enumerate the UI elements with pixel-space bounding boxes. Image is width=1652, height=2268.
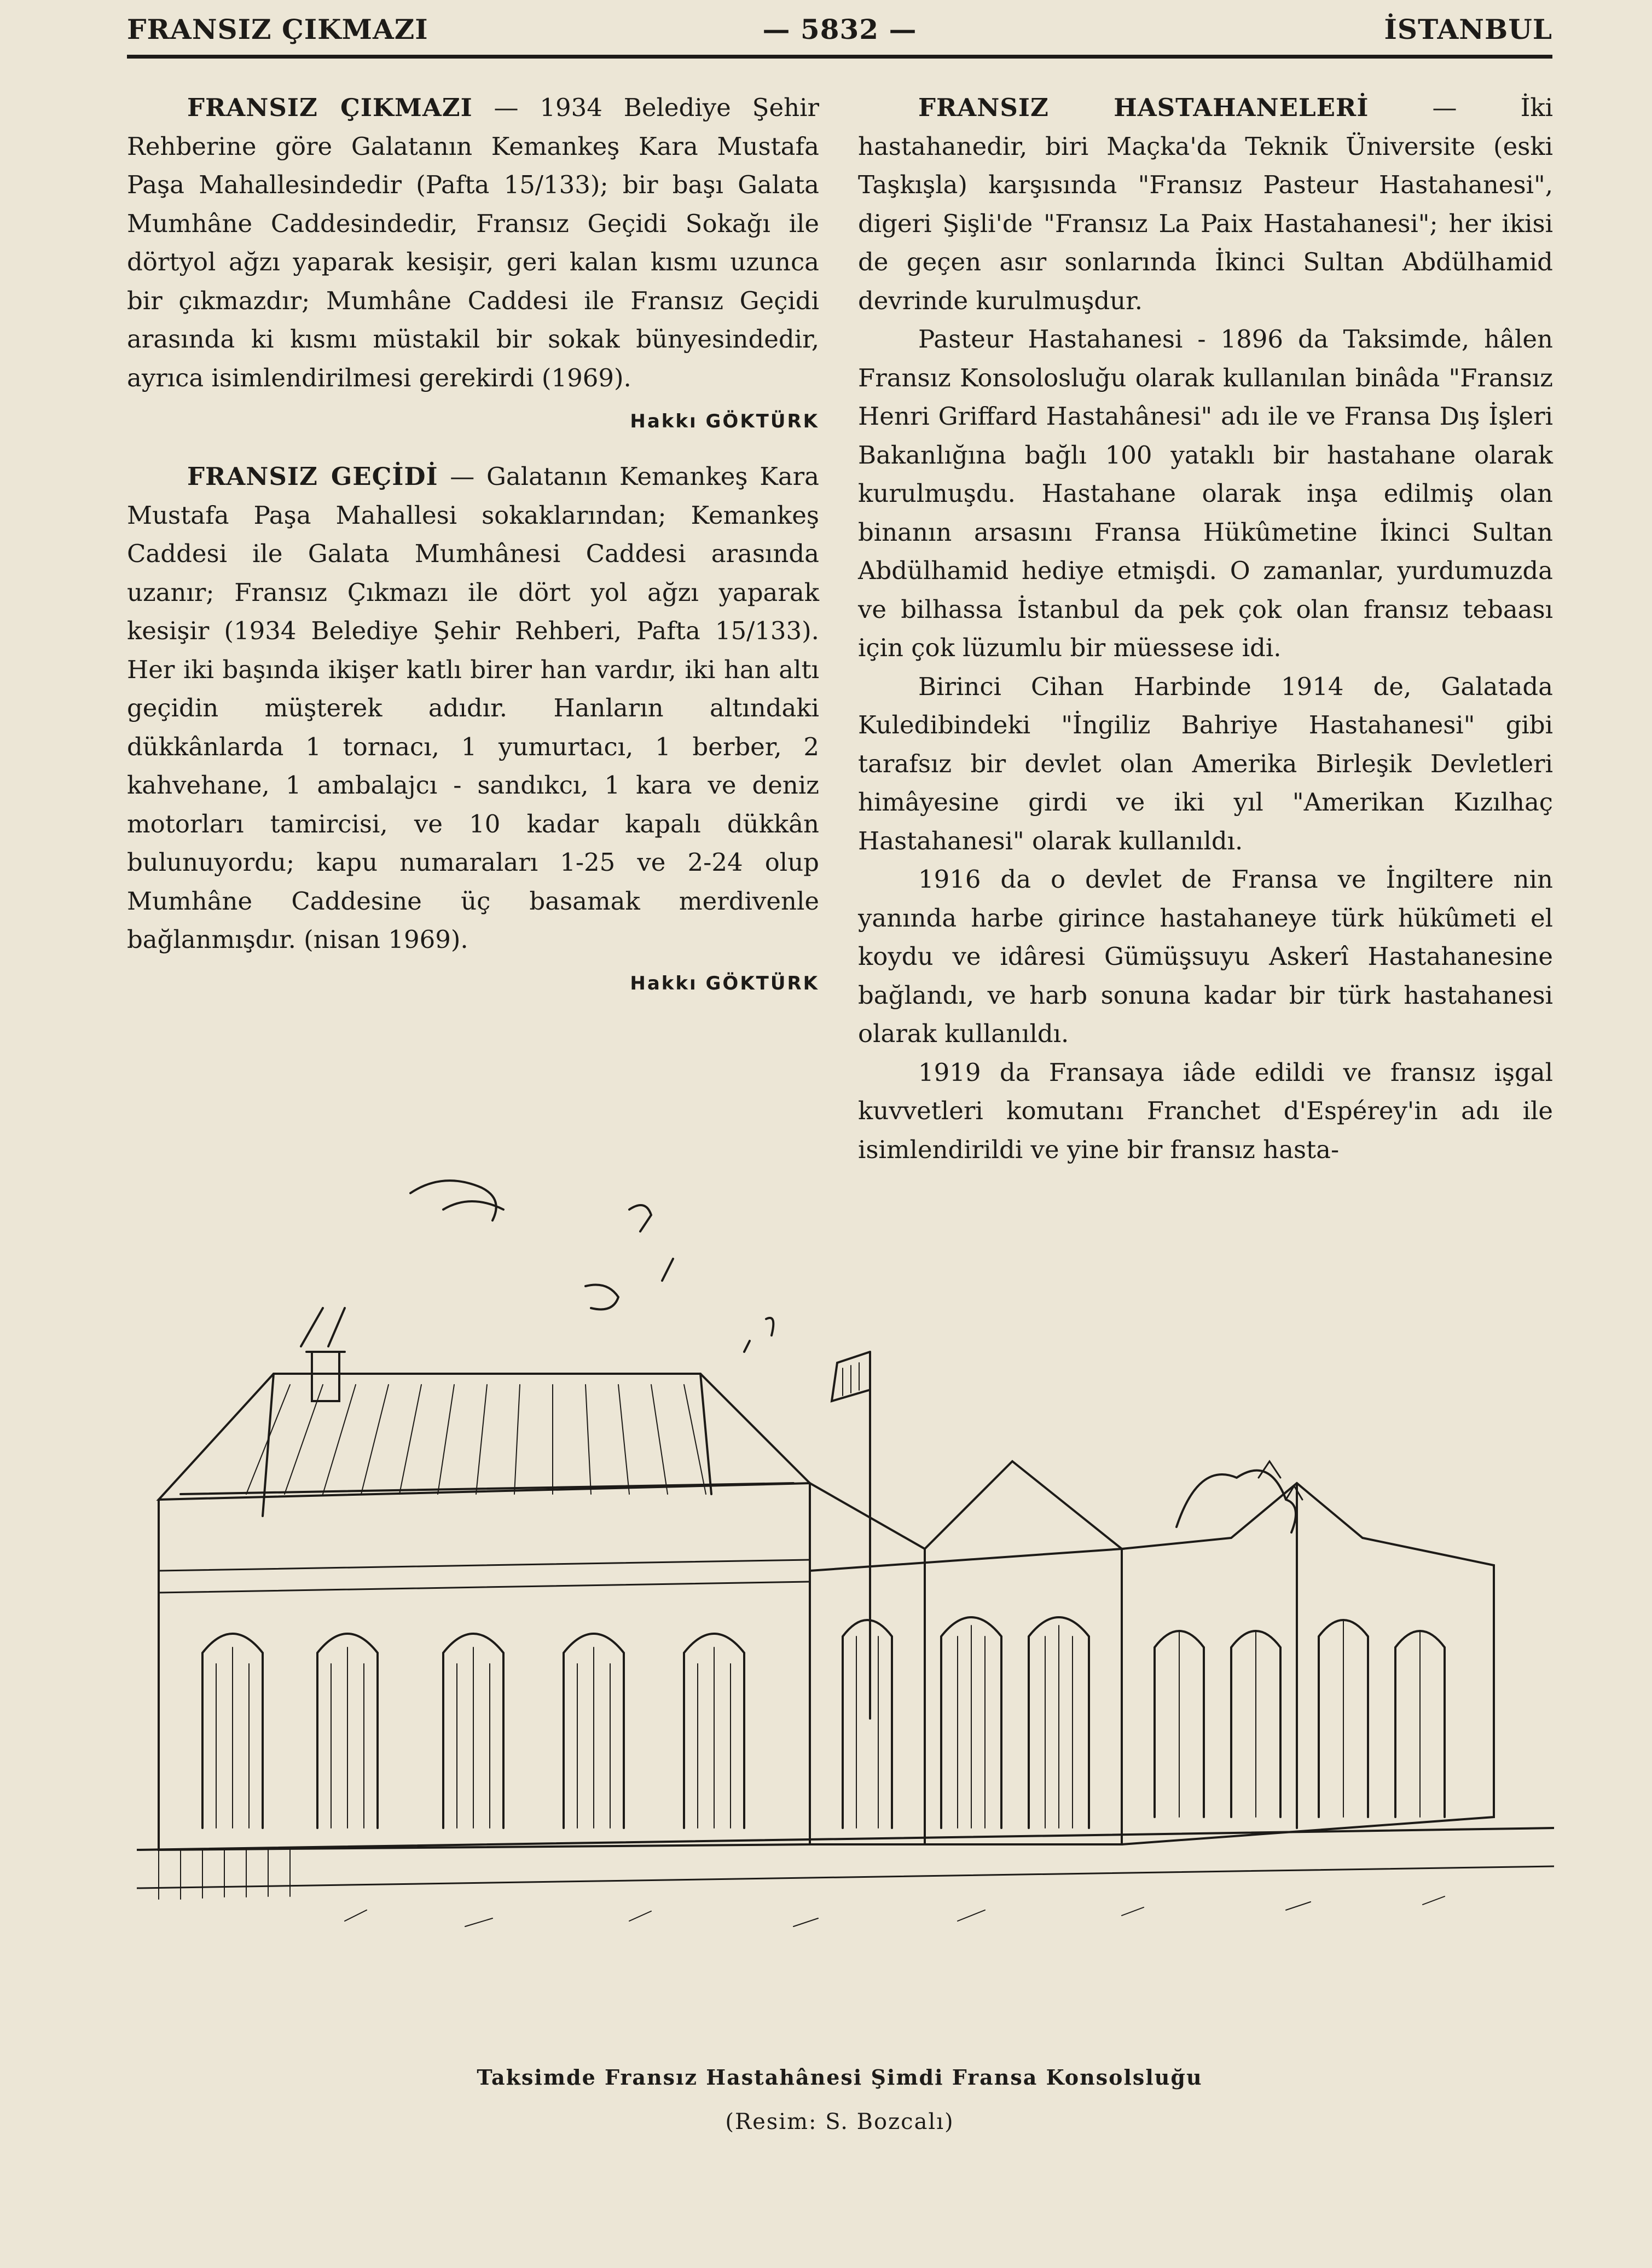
entry-paragraph (858, 89, 1553, 320)
header-rule (127, 55, 1552, 59)
entry-paragraph: Birinci Cihan Harbinde 1914 de, Galatada Kuledibindeki "İngiliz Bahriye Hastahanesi" gibi tarafsız bir devlet olan Amerika Birleşik Devletleri himâyesine girdi ve iki yıl "Amerikan Kızılhaç Hastahanesi" olarak kullanıldı. (858, 672, 1553, 855)
page-number: — 5832 — (762, 13, 917, 45)
entry-title: FRANSIZ ÇIKMAZI (187, 93, 473, 122)
entry-paragraph: 1916 da o devlet de Fransa ve İngiltere nin yanında harbe girince hastahaneye türk hükûmeti el koydu ve idâresi Gümüşsuyu Askerî Hastahanesine bağlandı, ve harb sonuna kadar bir türk hastahanesi olarak kullanıldı. (858, 865, 1553, 1048)
entry-body: — İki hastahanedir, biri Maçka'da Teknik Üniversite (eski Taşkışla) karşısında "Fransız Pasteur Hastahanesi", digeri Şişli'de "Fransız La Paix Hastahanesi"; her ikisi de geçen asır sonlarında İkinci Sultan Abdülhamid devrinde kurulmuşdur. (858, 93, 1554, 315)
author-signature: Hakkı GÖKTÜRK (630, 410, 819, 432)
right-column (858, 89, 1553, 1169)
author-signature: Hakkı GÖKTÜRK (630, 972, 819, 994)
entry-paragraph (127, 89, 819, 397)
hospital-illustration (137, 1144, 1554, 1970)
entry-paragraph: 1919 da Fransaya iâde edildi ve fransız işgal kuvvetleri komutanı Franchet d'Espérey'in adı ile isimlendirildi ve yine bir fransız hasta- (858, 1057, 1553, 1164)
entry-paragraph: Pasteur Hastahanesi - 1896 da Taksimde, hâlen Fransız Konsolosluğu olarak kullanılan binâda "Fransız Henri Griffard Hastahânesi" adı ile ve Fransa Dış İşleri Bakanlığına bağlı 100 yataklı bir hastahane olarak kurulmuşdu. Hastahane olarak inşa edilmiş olan binanın arsasını Fransa Hükûmetine İkinci Sultan Abdülhamid hediye etmişdi. O zamanlar, yurdumuzda ve bilhassa İstanbul da pek çok olan fransız tebaası için çok lüzumlu bir müessese idi. (858, 325, 1553, 662)
entry-fransiz-cikmazi (127, 89, 819, 438)
entry-paragraph (127, 458, 819, 959)
entry-title: FRANSIZ HASTAHANELERİ (918, 93, 1369, 122)
entry-body: — Galatanın Kemankeş Kara Mustafa Paşa Mahallesi sokaklarından; Kemankeş Caddesi ile Galata Mumhânesi Caddesi arasında uzanır; Fransız Çıkmazı ile dört yol ağzı yaparak kesişir (1934 Belediye Şehir Rehberi, Pafta 15/133). Her iki başında ikişer katlı birer han vardır, iki han altı geçidin müşterek adıdır. Hanların altındaki dükkânlarda 1 tornacı, 1 yumurtacı, 1 berber, 2 kahvehane, 1 ambalajcı - sandıkcı, 1 kara ve deniz motorları tamircisi, ve 10 kadar kapalı dükkân bulunuyordu; kapu numaraları 1-25 ve 2-24 olup Mumhâne Caddesine üç basamak merdivenle bağlanmışdır. (nisan 1969). (127, 462, 819, 954)
entry-body: — 1934 Belediye Şehir Rehberine göre Galatanın Kemankeş Kara Mustafa Paşa Mahallesindedir (Pafta 15/133); bir başı Galata Mumhâne Caddesindedir, Fransız Geçidi Sokağı ile dörtyol ağzı yaparak kesişir, geri kalan kısmı uzunca bir çıkmazdır; Mumhâne Caddesi ile Fransız Geçidi arasında ki kısmı müstakil bir sokak bünyesindedir, ayrıca isimlendirilmesi gerekirdi (1969). (127, 93, 819, 392)
left-column (127, 89, 819, 1020)
header-title: FRANSIZ ÇIKMAZI (127, 13, 428, 45)
figure-credit: (Resim: S. Bozcalı) (725, 2109, 954, 2134)
header-section: İSTANBUL (1384, 13, 1552, 45)
figure-caption: Taksimde Fransız Hastahânesi Şimdi Fransa Konsolsluğu (477, 2065, 1203, 2090)
running-header (127, 12, 1552, 50)
entry-title: FRANSIZ GEÇİDİ (187, 462, 438, 491)
entry-fransiz-gecidi (127, 458, 819, 1000)
